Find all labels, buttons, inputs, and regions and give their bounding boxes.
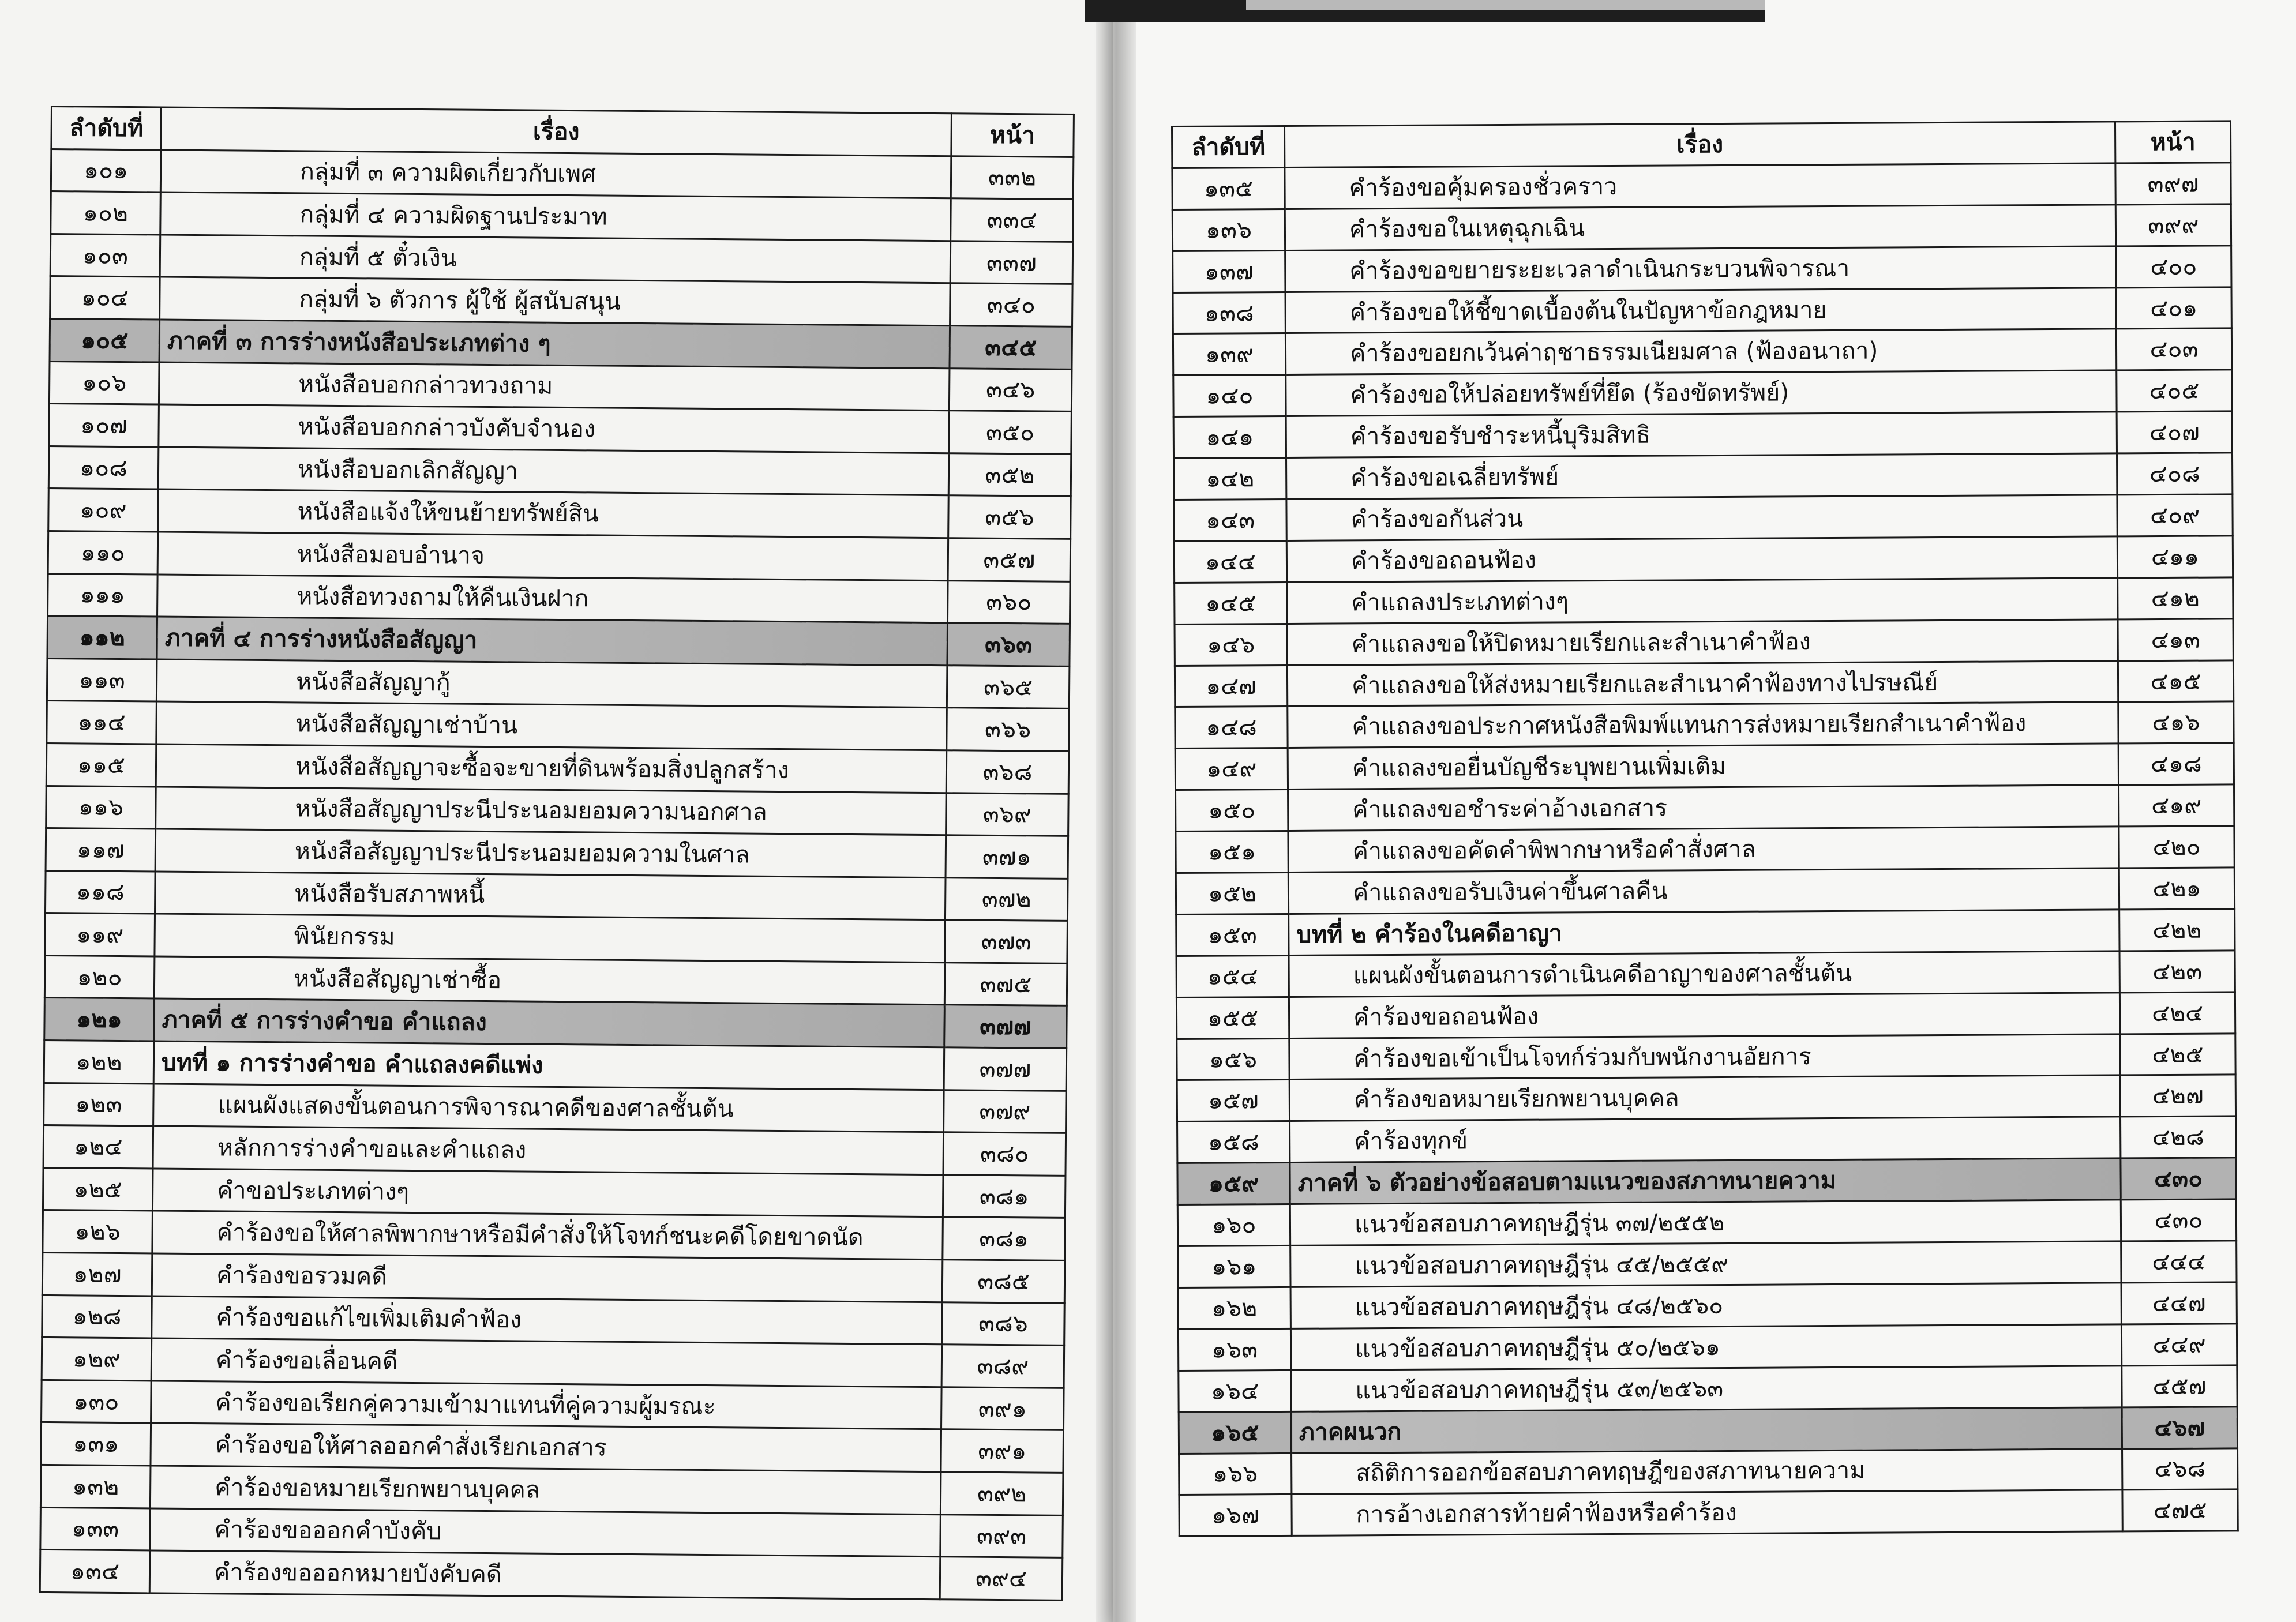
toc-entry-page: ๓๙๑	[941, 1429, 1064, 1473]
toc-row	[1179, 1365, 2237, 1412]
toc-entry-title: คำแถลงขอประกาศหนังสือพิมพ์แทนการส่งหมายเรียกสำเนาคำฟ้อง	[1288, 702, 2118, 748]
toc-table-left	[39, 106, 1075, 1601]
toc-row	[40, 1550, 1063, 1601]
toc-entry-title: คำแถลงประเภทต่างๆ	[1287, 578, 2118, 624]
toc-entry-title: ภาคที่ ๔ การร่างหนังสือสัญญา	[157, 617, 948, 665]
toc-entry-page: ๓๓๗	[950, 241, 1073, 284]
toc-entry-number: ๑๕๑	[1176, 831, 1288, 873]
toc-entry-page: ๓๗๙	[944, 1090, 1067, 1133]
toc-row	[1178, 1241, 2237, 1287]
toc-entry-page: ๔๓๐	[2121, 1199, 2236, 1241]
toc-entry-number: ๑๕๓	[1176, 914, 1289, 956]
toc-entry-title: คำร้องขอเข้าเป็นโจทก์ร่วมกับพนักงานอัยการ	[1289, 1034, 2120, 1080]
toc-entry-title: หลักการร่างคำขอและคำแถลง	[153, 1126, 944, 1174]
toc-row	[1176, 951, 2235, 997]
toc-row	[48, 489, 1071, 539]
toc-entry-number: ๑๕๙	[1177, 1163, 1290, 1205]
toc-row	[1175, 577, 2233, 624]
toc-entry-number: ๑๔๑	[1173, 416, 1286, 459]
toc-row	[1176, 826, 2234, 873]
toc-entry-number: ๑๒๙	[42, 1338, 152, 1381]
toc-entry-page: ๓๙๓	[940, 1514, 1063, 1557]
toc-entry-page: ๓๙๙	[2115, 204, 2231, 246]
toc-entry-number: ๑๓๑	[41, 1422, 151, 1466]
toc-entry-number: ๑๒๑	[44, 998, 155, 1041]
toc-row	[42, 1338, 1064, 1388]
toc-entry-number: ๑๒๗	[42, 1252, 152, 1296]
toc-entry-number: ๑๒๓	[44, 1083, 154, 1126]
toc-entry-number: ๑๑๐	[48, 531, 158, 574]
toc-entry-number: ๑๒๖	[43, 1210, 153, 1253]
toc-entry-title: คำแถลงขอคัดคำพิพากษาหรือคำสั่งศาล	[1288, 827, 2119, 872]
toc-entry-number: ๑๕๔	[1176, 955, 1289, 997]
toc-entry-number: ๑๓๗	[1173, 250, 1285, 292]
toc-entry-title: คำร้องขอออกหมายบังคับคดี	[149, 1550, 940, 1599]
toc-entry-number: ๑๑๔	[47, 701, 157, 744]
header-title: เรื่อง	[161, 107, 952, 156]
toc-entry-number: ๑๕๘	[1177, 1121, 1290, 1163]
toc-row	[1176, 909, 2235, 956]
toc-row	[1176, 992, 2235, 1039]
toc-entry-number: ๑๑๙	[45, 913, 155, 956]
toc-entry-number: ๑๖๕	[1179, 1411, 1291, 1454]
toc-entry-page: ๓๘๑	[943, 1175, 1066, 1218]
toc-entry-number: ๑๒๘	[42, 1295, 152, 1338]
toc-entry-page: ๔๐๓	[2116, 328, 2231, 370]
toc-section-row	[44, 998, 1067, 1049]
toc-entry-page: ๓๗๓	[945, 920, 1068, 963]
toc-entry-number: ๑๑๑	[48, 573, 158, 617]
toc-entry-title: คำร้องขอรวมคดี	[152, 1253, 943, 1302]
toc-entry-title: คำร้องขอให้ศาลพิพากษาหรือมีคำสั่งให้โจทก์ชนะคดีโดยขาดนัด	[152, 1211, 943, 1259]
toc-row	[1173, 328, 2231, 375]
toc-row	[44, 955, 1067, 1006]
toc-entry-number: ๑๔๔	[1174, 540, 1286, 583]
toc-entry-title: คำร้องขอเฉลี่ยทรัพย์	[1286, 453, 2117, 499]
toc-entry-page: ๓๙๗	[2115, 163, 2231, 205]
toc-entry-number: ๑๖๐	[1177, 1204, 1290, 1246]
toc-entry-page: ๔๖๘	[2122, 1448, 2238, 1490]
toc-entry-page: ๔๑๑	[2117, 536, 2233, 578]
toc-entry-title: คำร้องขอหมายเรียกพยานบุคคล	[150, 1466, 941, 1514]
header-page: หน้า	[951, 114, 1074, 157]
toc-entry-number: ๑๑๒	[47, 616, 157, 659]
toc-entry-title: คำร้องขอยกเว้นค่าฤชาธรรมเนียมศาล (ฟ้องอนาถา)	[1285, 329, 2116, 374]
toc-entry-number: ๑๖๖	[1179, 1453, 1292, 1495]
toc-entry-page: ๔๔๗	[2121, 1282, 2237, 1324]
toc-entry-title: แนวข้อสอบภาคทฤษฎีรุ่น ๓๗/๒๕๕๒	[1290, 1200, 2121, 1245]
toc-entry-title: คำร้องขอกันส่วน	[1286, 495, 2117, 540]
toc-entry-page: ๔๖๗	[2122, 1406, 2237, 1448]
toc-row	[40, 1465, 1063, 1515]
toc-entry-number: ๑๔๒	[1174, 458, 1286, 500]
header-no: ลำดับที่	[1172, 126, 1285, 168]
toc-entry-page: ๔๑๓	[2118, 619, 2233, 661]
toc-table-right	[1171, 120, 2239, 1537]
toc-entry-number: ๑๔๘	[1175, 707, 1288, 749]
toc-entry-title: คำร้องขอในเหตุฉุกเฉิน	[1285, 205, 2115, 250]
toc-entry-number: ๑๕๗	[1177, 1080, 1289, 1122]
toc-row	[1176, 784, 2234, 831]
toc-entry-title: คำร้องขอให้ปล่อยทรัพย์ที่ยึด (ร้องขัดทรัพย์)	[1286, 370, 2117, 416]
toc-entry-page: ๓๗๕	[944, 963, 1067, 1006]
toc-entry-title: คำร้องขอหมายเรียกพยานบุคคล	[1289, 1075, 2120, 1121]
toc-entry-page: ๔๔๔	[2121, 1241, 2237, 1283]
toc-entry-title: คำร้องขอออกคำบังคับ	[150, 1508, 941, 1557]
toc-entry-number: ๑๐๗	[49, 404, 159, 447]
toc-entry-title: พินัยกรรม	[155, 914, 946, 962]
toc-entry-page: ๔๐๗	[2117, 411, 2232, 453]
toc-row	[48, 573, 1071, 624]
toc-entry-number: ๑๐๓	[50, 234, 160, 277]
toc-row	[47, 701, 1070, 752]
toc-row	[44, 1083, 1067, 1133]
toc-row	[50, 234, 1073, 284]
toc-entry-page: ๓๙๒	[940, 1472, 1063, 1515]
toc-entry-title: คำร้องขอแก้ไขเพิ่มเติมคำฟ้อง	[152, 1296, 943, 1345]
toc-row	[43, 1210, 1066, 1261]
toc-row	[43, 1167, 1066, 1218]
toc-entry-number: ๑๐๔	[50, 276, 160, 320]
toc-entry-title: กลุ่มที่ ๖ ตัวการ ผู้ใช้ ผู้สนับสนุน	[160, 277, 951, 325]
book-spine	[1096, 0, 1136, 1622]
toc-entry-page: ๓๘๕	[942, 1260, 1065, 1303]
toc-entry-page: ๔๒๑	[2119, 868, 2234, 910]
toc-entry-page: ๔๒๗	[2120, 1075, 2235, 1117]
toc-row	[46, 786, 1069, 836]
toc-entry-title: คำแถลงขอให้ปิดหมายเรียกและสำเนาคำฟ้อง	[1287, 619, 2118, 665]
toc-row	[1172, 204, 2231, 251]
toc-entry-title: คำร้องขอถอนฟ้อง	[1286, 536, 2117, 582]
toc-entry-page: ๔๑๒	[2118, 577, 2233, 619]
toc-entry-page: ๔๓๐	[2121, 1158, 2236, 1200]
toc-entry-title: หนังสือรับสภาพหนี้	[155, 872, 946, 920]
toc-entry-page: ๓๙๑	[941, 1387, 1064, 1430]
toc-entry-number: ๑๕๖	[1177, 1038, 1289, 1080]
toc-entry-number: ๑๔๓	[1174, 499, 1286, 541]
toc-entry-page: ๓๕๗	[948, 538, 1071, 581]
toc-entry-title: แนวข้อสอบภาคทฤษฎีรุ่น ๕๓/๒๕๖๓	[1291, 1366, 2122, 1411]
toc-entry-number: ๑๒๕	[43, 1167, 153, 1211]
toc-entry-title: ภาคที่ ๖ ตัวอย่างข้อสอบตามแนวของสภาทนายความ	[1290, 1158, 2121, 1204]
toc-entry-title: หนังสือบอกกล่าวบังคับจำนอง	[159, 404, 950, 453]
toc-entry-title: คำร้องขอเลื่อนคดี	[151, 1338, 942, 1387]
toc-row	[1173, 287, 2231, 333]
toc-row	[1179, 1448, 2238, 1495]
toc-row	[42, 1380, 1064, 1430]
toc-entry-title: หนังสือสัญญาจะซื้อจะขายที่ดินพร้อมสิ่งปลูกสร้าง	[156, 744, 947, 793]
toc-entry-title: คำแถลงขอชำระค่าอ้างเอกสาร	[1288, 785, 2119, 831]
toc-entry-page: ๓๘๑	[943, 1217, 1066, 1260]
toc-entry-number: ๑๖๑	[1178, 1245, 1290, 1287]
toc-entry-page: ๓๕๖	[948, 495, 1071, 539]
toc-entry-title: หนังสือสัญญาเช่าบ้าน	[156, 701, 947, 750]
toc-row	[1178, 1324, 2237, 1371]
toc-entry-title: หนังสือบอกกล่าวทวงถาม	[159, 362, 950, 411]
toc-entry-number: ๑๒๐	[44, 955, 155, 998]
toc-row	[1176, 868, 2234, 914]
toc-entry-page: ๔๔๙	[2121, 1324, 2237, 1366]
toc-entry-title: แนวข้อสอบภาคทฤษฎีรุ่น ๕๐/๒๕๖๑	[1290, 1324, 2121, 1370]
toc-entry-title: คำร้องขอรับชำระหนี้บุริมสิทธิ	[1286, 412, 2117, 457]
toc-entry-title: แผนผังแสดงขั้นตอนการพิจารณาคดีของศาลชั้นต้น	[153, 1084, 944, 1132]
toc-entry-page: ๔๑๕	[2118, 660, 2233, 702]
toc-entry-number: ๑๐๕	[50, 318, 160, 362]
toc-row	[1177, 1033, 2235, 1080]
toc-row	[1174, 494, 2233, 541]
toc-entry-number: ๑๔๙	[1175, 748, 1288, 790]
toc-entry-title: กลุ่มที่ ๕ ตั๋วเงิน	[160, 235, 951, 283]
toc-entry-page: ๔๐๙	[2117, 494, 2233, 536]
toc-row	[1174, 453, 2233, 500]
toc-entry-title: ภาคที่ ๓ การร่างหนังสือประเภทต่าง ๆ	[159, 320, 950, 368]
toc-body-right	[1172, 163, 2238, 1537]
toc-row	[49, 404, 1072, 455]
toc-entry-page: ๔๒๐	[2119, 826, 2234, 868]
toc-entry-number: ๑๖๒	[1178, 1287, 1290, 1329]
toc-entry-title: หนังสือสัญญาประนีประนอมยอมความนอกศาล	[156, 786, 947, 835]
toc-row	[41, 1422, 1064, 1473]
toc-entry-page: ๓๔๕	[950, 326, 1072, 369]
toc-entry-title: หนังสือแจ้งให้ขนย้ายทรัพย์สิน	[158, 489, 949, 538]
toc-entry-title: แผนผังขั้นตอนการดำเนินคดีอาญาของศาลชั้นต้น	[1289, 951, 2119, 997]
toc-entry-page: ๓๗๒	[945, 877, 1068, 921]
toc-entry-page: ๓๕๒	[948, 453, 1071, 496]
toc-entry-number: ๑๓๘	[1173, 292, 1285, 334]
toc-row	[51, 192, 1074, 242]
toc-entry-number: ๑๒๒	[44, 1041, 154, 1084]
toc-row	[49, 361, 1072, 412]
toc-entry-page: ๓๓๔	[951, 198, 1074, 242]
toc-entry-page: ๔๕๗	[2122, 1365, 2237, 1407]
header-title: เรื่อง	[1285, 122, 2115, 167]
toc-entry-title: หนังสือสัญญาเช่าซื้อ	[154, 956, 945, 1005]
toc-entry-number: ๑๑๕	[46, 743, 156, 786]
toc-section-row	[1179, 1406, 2237, 1453]
toc-entry-number: ๑๐๙	[48, 489, 159, 532]
toc-entry-title: คำแถลงขอยื่นบัญชีระบุพยานเพิ่มเติม	[1288, 744, 2118, 789]
toc-entry-page: ๓๘๐	[943, 1132, 1066, 1176]
toc-entry-title: กลุ่มที่ ๓ ความผิดเกี่ยวกับเพศ	[160, 150, 951, 198]
toc-entry-page: ๔๐๐	[2116, 246, 2231, 288]
toc-row	[51, 149, 1074, 200]
toc-entry-title: การอ้างเอกสารท้ายคำฟ้องหรือคำร้อง	[1292, 1490, 2122, 1535]
toc-entry-number: ๑๓๙	[1173, 333, 1285, 376]
toc-row	[1177, 1116, 2236, 1163]
toc-entry-title: แนวข้อสอบภาคทฤษฎีรุ่น ๔๕/๒๕๕๙	[1290, 1241, 2121, 1287]
toc-entry-number: ๑๑๗	[46, 828, 156, 872]
toc-entry-number: ๑๑๘	[46, 870, 156, 914]
toc-entry-page: ๔๒๕	[2120, 1033, 2235, 1075]
toc-entry-number: ๑๖๔	[1179, 1370, 1291, 1412]
toc-entry-page: ๓๙๔	[940, 1557, 1063, 1600]
toc-row	[44, 1041, 1067, 1091]
toc-row	[1175, 701, 2234, 748]
toc-section-row	[47, 616, 1070, 667]
top-edge-strip	[1246, 0, 1765, 10]
toc-entry-title: บทที่ ๒ คำร้องในคดีอาญา	[1289, 910, 2119, 955]
toc-entry-number: ๑๕๕	[1176, 997, 1289, 1039]
toc-entry-page: ๔๑๙	[2119, 784, 2234, 827]
toc-entry-number: ๑๓๐	[42, 1380, 152, 1423]
toc-row	[1173, 411, 2232, 458]
toc-entry-title: คำขอประเภทต่างๆ	[152, 1169, 943, 1217]
toc-entry-page: ๔๒๘	[2121, 1116, 2236, 1158]
toc-entry-title: คำร้องขอถอนฟ้อง	[1289, 993, 2119, 1038]
toc-entry-title: สถิติการออกข้อสอบภาคทฤษฎีของสภาทนายความ	[1292, 1448, 2122, 1494]
toc-entry-page: ๓๖๓	[947, 623, 1070, 666]
toc-row	[45, 913, 1068, 964]
toc-entry-page: ๔๒๓	[2119, 951, 2235, 993]
toc-entry-page: ๔๑๖	[2118, 701, 2234, 744]
toc-entry-page: ๓๘๙	[941, 1345, 1064, 1388]
toc-entry-title: คำร้องทุกข์	[1290, 1117, 2121, 1162]
toc-entry-number: ๑๑๓	[47, 658, 157, 701]
toc-row	[1175, 619, 2233, 666]
toc-entry-title: คำแถลงขอรับเงินค่าขึ้นศาลคืน	[1288, 868, 2119, 914]
toc-entry-number: ๑๖๗	[1179, 1495, 1292, 1537]
toc-entry-page: ๔๐๑	[2116, 287, 2231, 329]
toc-entry-number: ๑๐๑	[51, 149, 161, 192]
toc-entry-title: คำแถลงขอให้ส่งหมายเรียกและสำเนาคำฟ้องทางไปรษณีย์	[1287, 660, 2118, 706]
toc-entry-title: แนวข้อสอบภาคทฤษฎีรุ่น ๔๘/๒๕๖๐	[1290, 1283, 2121, 1328]
toc-row	[1177, 1199, 2236, 1246]
toc-entry-title: หนังสือสัญญาประนีประนอมยอมความในศาล	[155, 829, 946, 877]
toc-entry-number: ๑๔๗	[1175, 665, 1287, 707]
toc-row	[43, 1125, 1066, 1176]
toc-row	[50, 276, 1073, 327]
header-no: ลำดับที่	[51, 107, 162, 150]
toc-row	[42, 1295, 1065, 1346]
toc-entry-page: ๓๖๐	[948, 580, 1071, 624]
toc-entry-page: ๔๐๕	[2117, 370, 2232, 412]
toc-entry-title: กลุ่มที่ ๔ ความผิดฐานประมาท	[160, 192, 951, 241]
toc-entry-number: ๑๔๐	[1173, 375, 1286, 417]
toc-row	[1179, 1489, 2238, 1536]
toc-row	[1174, 536, 2233, 583]
toc-body-left	[40, 149, 1074, 1600]
toc-entry-page: ๓๗๗	[944, 1047, 1067, 1091]
toc-entry-number: ๑๓๕	[1172, 167, 1285, 209]
toc-entry-page: ๔๒๒	[2119, 909, 2235, 951]
toc-row	[42, 1252, 1065, 1303]
toc-entry-number: ๑๔๖	[1175, 624, 1287, 666]
toc-entry-number: ๑๔๕	[1175, 582, 1287, 624]
toc-entry-title: คำร้องขอขยายระยะเวลาดำเนินกระบวนพิจารณา	[1285, 246, 2116, 292]
toc-row	[1175, 660, 2233, 707]
toc-row	[47, 658, 1070, 709]
toc-row	[1177, 1075, 2235, 1121]
toc-entry-title: คำร้องขอเรียกคู่ความเข้ามาแทนที่คู่ความผู้มรณะ	[151, 1381, 942, 1429]
toc-section-row	[1177, 1158, 2236, 1204]
toc-row	[46, 828, 1068, 879]
toc-entry-page: ๓๗๗	[944, 1005, 1067, 1048]
toc-entry-title: บทที่ ๑ การร่างคำขอ คำแถลงคดีแพ่ง	[153, 1041, 944, 1090]
toc-row	[1173, 370, 2232, 416]
toc-entry-number: ๑๐๖	[49, 361, 159, 404]
toc-entry-number: ๑๓๖	[1172, 209, 1285, 251]
toc-entry-number: ๑๒๔	[43, 1125, 153, 1169]
toc-entry-number: ๑๐๘	[48, 446, 159, 489]
toc-entry-title: หนังสือมอบอำนาจ	[157, 532, 948, 580]
toc-row	[1178, 1282, 2237, 1329]
toc-entry-title: หนังสือสัญญากู้	[156, 659, 947, 708]
toc-entry-page: ๓๖๙	[946, 793, 1069, 836]
toc-row	[1175, 743, 2234, 790]
toc-entry-page: ๓๖๖	[947, 708, 1070, 751]
toc-entry-page: ๓๘๖	[942, 1302, 1065, 1345]
toc-row	[1172, 163, 2231, 209]
toc-entry-page: ๓๔๖	[949, 368, 1072, 411]
toc-entry-number: ๑๓๔	[40, 1550, 150, 1593]
toc-entry-number: ๑๕๐	[1176, 790, 1288, 832]
toc-row	[46, 743, 1069, 794]
toc-entry-title: คำร้องขอให้ชี้ขาดเบื้องต้นในปัญหาข้อกฎหมาย	[1285, 287, 2116, 333]
toc-entry-page: ๓๖๘	[946, 750, 1069, 794]
toc-entry-number: ๑๓๓	[40, 1507, 151, 1550]
toc-entry-page: ๔๒๔	[2119, 992, 2235, 1034]
toc-entry-title: หนังสือบอกเลิกสัญญา	[158, 447, 949, 495]
toc-entry-title: ภาคที่ ๕ การร่างคำขอ คำแถลง	[154, 998, 945, 1047]
toc-entry-page: ๓๖๕	[947, 665, 1070, 708]
toc-row	[40, 1507, 1063, 1558]
toc-row	[48, 446, 1071, 497]
toc-entry-title: คำร้องขอคุ้มครองชั่วคราว	[1285, 163, 2115, 209]
header-page: หน้า	[2115, 121, 2230, 163]
toc-entry-title: ภาคผนวก	[1291, 1407, 2122, 1453]
toc-entry-page: ๓๔๐	[950, 283, 1073, 326]
toc-entry-page: ๔๗๕	[2122, 1489, 2238, 1531]
toc-entry-number: ๑๓๒	[40, 1465, 151, 1508]
toc-entry-number: ๑๖๓	[1178, 1328, 1290, 1371]
toc-row	[48, 531, 1071, 581]
toc-section-row	[50, 318, 1072, 369]
toc-row	[1173, 246, 2231, 292]
toc-entry-number: ๑๕๒	[1176, 872, 1288, 914]
toc-entry-page: ๓๓๒	[951, 156, 1074, 199]
toc-entry-page: ๓๗๑	[946, 835, 1068, 878]
toc-entry-page: ๔๐๘	[2117, 453, 2232, 495]
toc-entry-title: คำร้องขอให้ศาลออกคำสั่งเรียกเอกสาร	[151, 1423, 941, 1471]
toc-entry-page: ๔๑๘	[2118, 743, 2234, 785]
toc-row	[46, 870, 1068, 921]
toc-entry-page: ๓๕๐	[949, 411, 1072, 454]
toc-entry-number: ๑๐๒	[51, 192, 161, 235]
toc-entry-title: หนังสือทวงถามให้คืนเงินฝาก	[157, 575, 948, 623]
toc-entry-number: ๑๑๖	[46, 786, 156, 829]
